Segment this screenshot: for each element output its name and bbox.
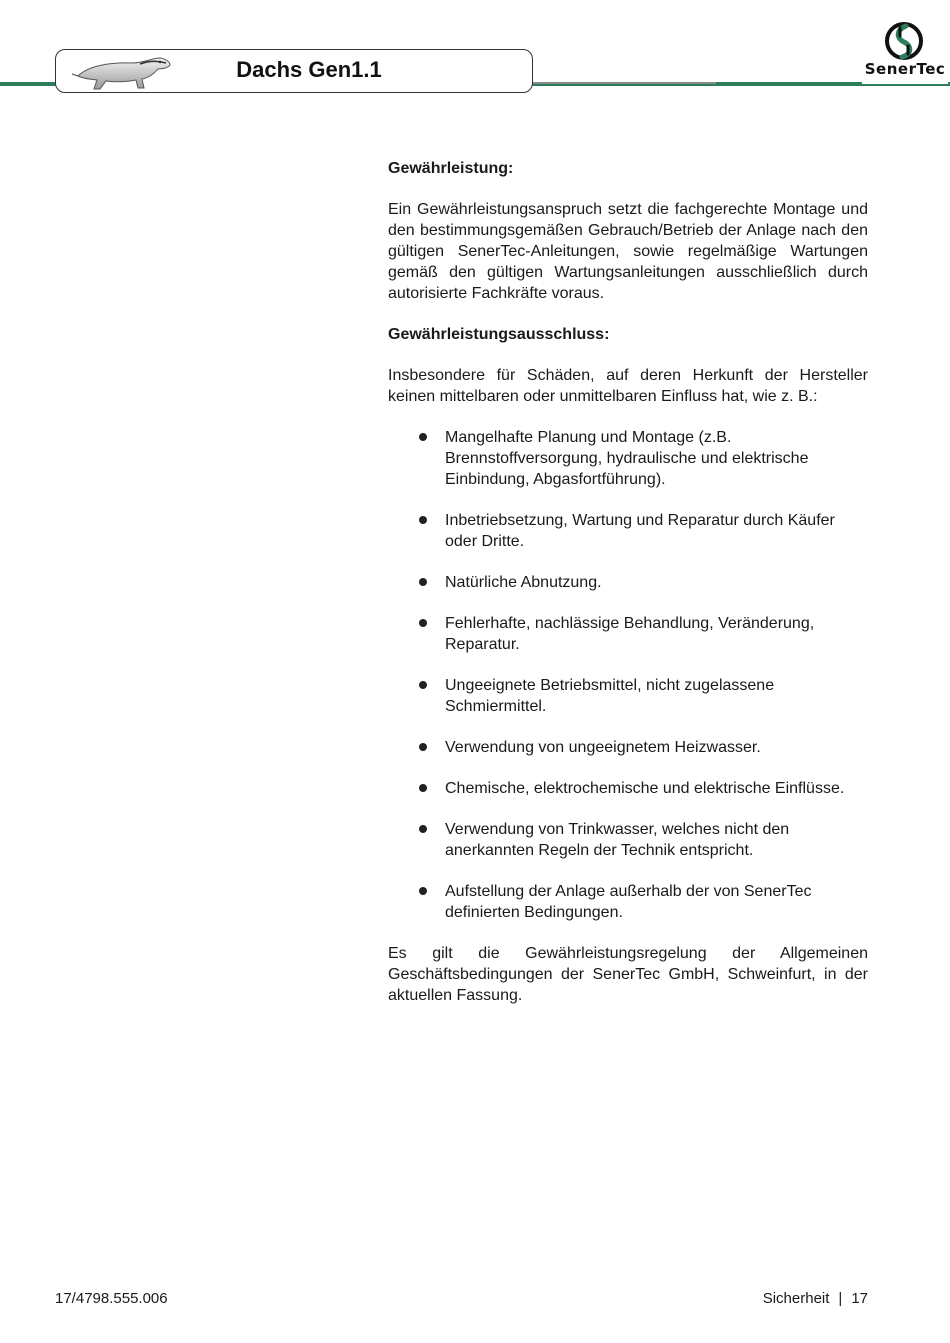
logo-text: SenerTec bbox=[864, 60, 946, 78]
exclusion-intro: Insbesondere für Schäden, auf deren Herkunft der Hersteller keinen mittelbaren oder unmittelbaren Einfluss hat, wie z. B.: bbox=[388, 367, 868, 405]
list-item-text: Fehlerhafte, nachlässige Behandlung, Veränderung, Reparatur. bbox=[445, 615, 815, 653]
list-item-text: Inbetriebsetzung, Wartung und Reparatur durch Käufer oder Dritte. bbox=[445, 512, 835, 550]
bullet-icon bbox=[419, 887, 427, 895]
warranty-paragraph: Ein Gewährleistungsanspruch setzt die fachgerechte Montage und den bestimmungsgemäßen Gebrauch/Betrieb der Anlage nach den gültigen SenerTec-Anleitungen, sowie regelmäßige Wartungen gemäß den gültigen Wartungsanleitungen ausschließlich durch autorisierte Fachkräfte voraus. bbox=[388, 201, 868, 302]
list-item bbox=[388, 427, 868, 490]
bullet-icon bbox=[419, 619, 427, 627]
exclusion-list bbox=[388, 427, 868, 923]
document-number: 17/4798.555.006 bbox=[55, 1290, 168, 1307]
bullet-icon bbox=[419, 784, 427, 792]
senertec-logo bbox=[862, 20, 948, 84]
list-item-text: Mangelhafte Planung und Montage (z.B. Brennstoffversorgung, hydraulische und elektrische Einbindung, Abgasfortführung). bbox=[445, 429, 809, 488]
bullet-icon bbox=[419, 516, 427, 524]
title-box bbox=[55, 49, 533, 93]
page-header bbox=[0, 0, 950, 110]
bullet-icon bbox=[419, 433, 427, 441]
bullet-icon bbox=[419, 743, 427, 751]
list-item-text: Verwendung von Trinkwasser, welches nicht den anerkannten Regeln der Technik entspricht. bbox=[445, 821, 790, 859]
list-item-text: Verwendung von ungeeignetem Heizwasser. bbox=[445, 739, 761, 756]
closing-paragraph: Es gilt die Gewährleistungsregelung der Allgemeinen Geschäftsbedingungen der SenerTec GmbH, Schweinfurt, in der aktuellen Fassung. bbox=[388, 945, 868, 1004]
warranty-heading: Gewährleistung: bbox=[388, 160, 514, 177]
senertec-swirl-icon bbox=[884, 20, 924, 62]
list-item-text: Chemische, elektrochemische und elektrische Einflüsse. bbox=[445, 780, 845, 797]
main-content bbox=[388, 158, 868, 1026]
list-item bbox=[388, 881, 868, 923]
section-name: Sicherheit bbox=[762, 1290, 830, 1307]
list-item bbox=[388, 572, 868, 593]
page-number: 17 bbox=[851, 1290, 868, 1307]
bullet-icon bbox=[419, 825, 427, 833]
bullet-icon bbox=[419, 681, 427, 689]
list-item bbox=[388, 613, 868, 655]
footer-separator: | bbox=[838, 1290, 843, 1307]
list-item-text: Aufstellung der Anlage außerhalb der von SenerTec definierten Bedingungen. bbox=[445, 883, 812, 921]
list-item bbox=[388, 737, 868, 758]
list-item bbox=[388, 778, 868, 799]
page-footer-info bbox=[763, 1290, 868, 1307]
exclusion-heading: Gewährleistungsausschluss: bbox=[388, 326, 610, 343]
list-item bbox=[388, 675, 868, 717]
list-item bbox=[388, 819, 868, 861]
list-item-text: Natürliche Abnutzung. bbox=[445, 574, 602, 591]
list-item-text: Ungeeignete Betriebsmittel, nicht zugelassene Schmiermittel. bbox=[445, 677, 775, 715]
list-item bbox=[388, 510, 868, 552]
document-title: Dachs Gen1.1 bbox=[236, 57, 382, 82]
bullet-icon bbox=[419, 578, 427, 586]
header-divider-line bbox=[532, 82, 716, 84]
